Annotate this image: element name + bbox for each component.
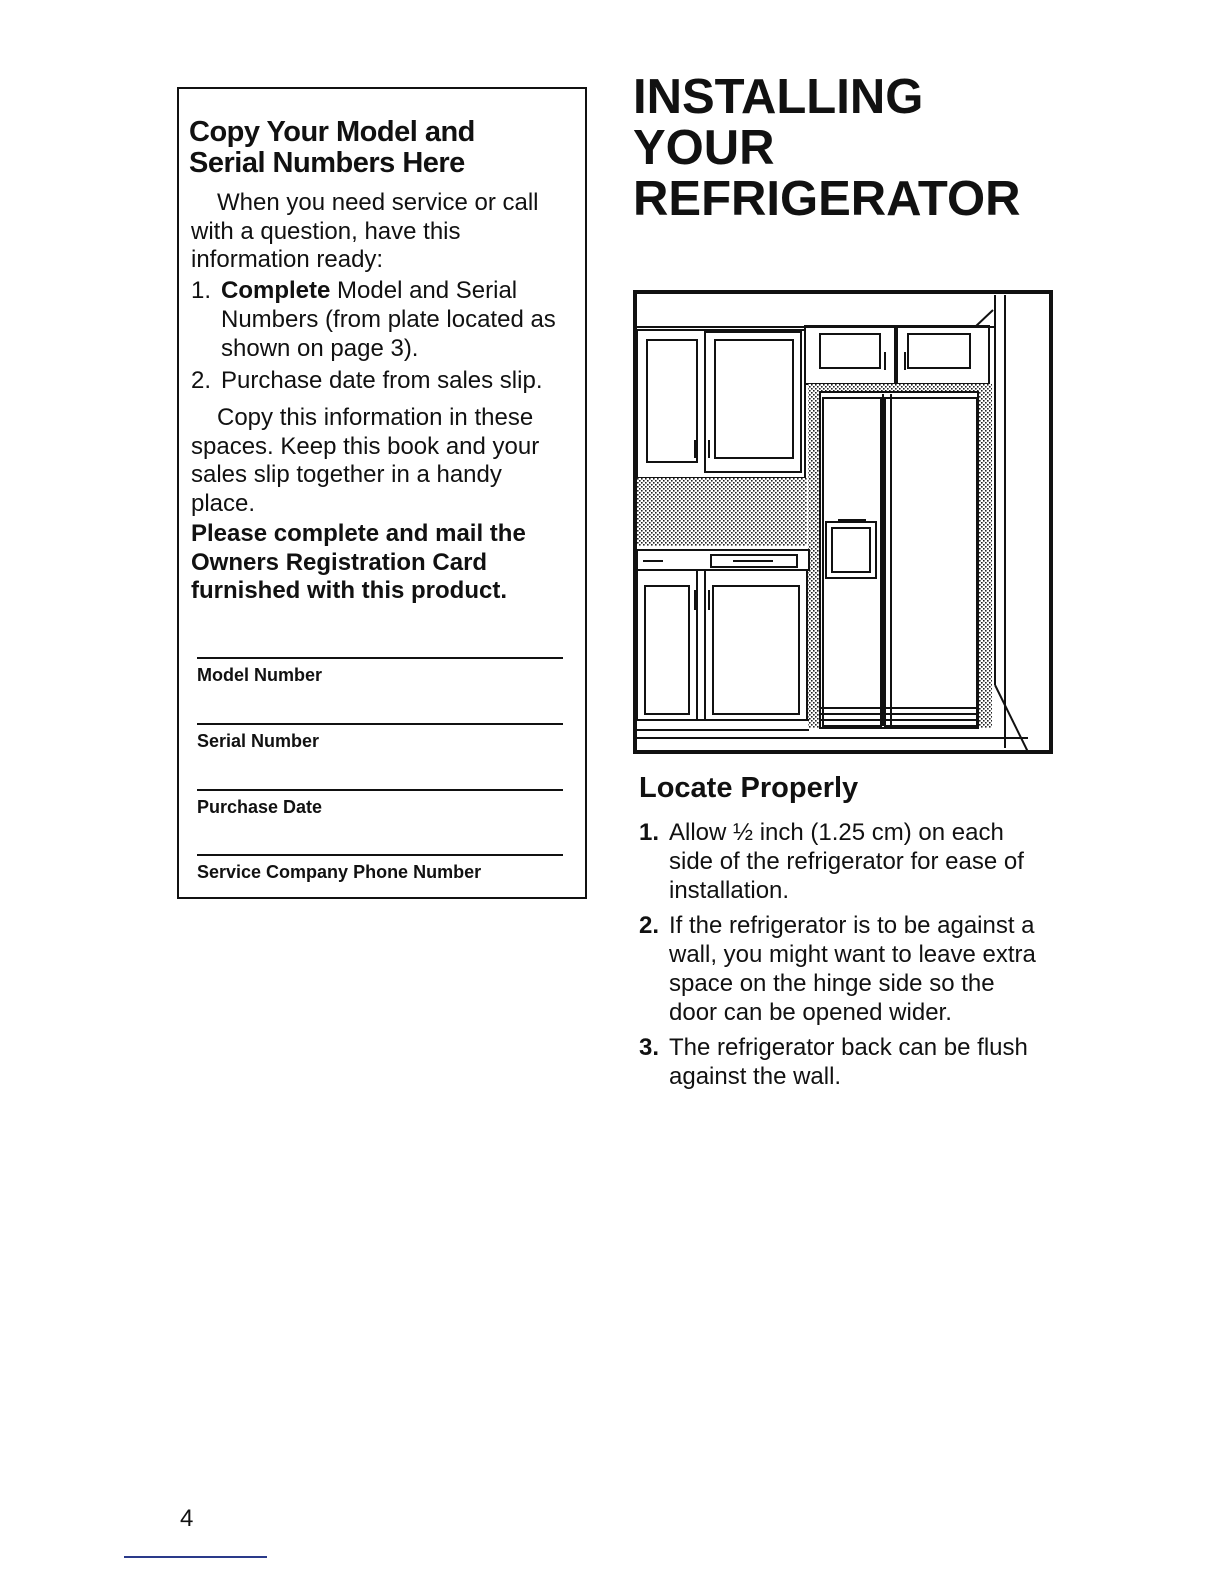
- box-intro: When you need service or call with a question, have this information ready:: [191, 189, 539, 273]
- list-item: 1. Complete Model and Serial Numbers (from plate located as shown on page 3).: [191, 277, 556, 362]
- model-number-field[interactable]: Model Number: [197, 657, 563, 686]
- list-item: 1. Allow ½ inch (1.25 cm) on each side of the refrigerator for ease of installation.: [639, 819, 1024, 904]
- purchase-date-field[interactable]: Purchase Date: [197, 789, 563, 818]
- registration-notice: Please complete and mail the Owners Registration Card furnished with this product.: [191, 520, 526, 604]
- box-title: Copy Your Model and Serial Numbers Here: [189, 116, 475, 179]
- service-phone-field[interactable]: Service Company Phone Number: [197, 854, 563, 883]
- copy-instructions: Copy this information in these spaces. Keep this book and your sales slip together in a handy place.: [191, 404, 540, 517]
- locate-steps: [639, 818, 1049, 1097]
- page-title: INSTALLING YOUR REFRIGERATOR: [633, 70, 1021, 226]
- refrigerator-cabinet-illustration-icon: [633, 290, 1053, 755]
- list-item: 2. If the refrigerator is to be against a wall, you might want to leave extra space on the hinge side so the door can be opened wider.: [639, 912, 1036, 1026]
- section-heading: Locate Properly: [639, 772, 859, 804]
- footer-rule: [124, 1556, 267, 1558]
- serial-number-field[interactable]: Serial Number: [197, 723, 563, 752]
- list-item: 3. The refrigerator back can be flush against the wall.: [639, 1034, 1028, 1090]
- list-item: 2. Purchase date from sales slip.: [191, 367, 543, 394]
- copy-numbers-box: [177, 87, 587, 899]
- page-number: 4: [180, 1505, 194, 1532]
- box-list: [191, 276, 571, 398]
